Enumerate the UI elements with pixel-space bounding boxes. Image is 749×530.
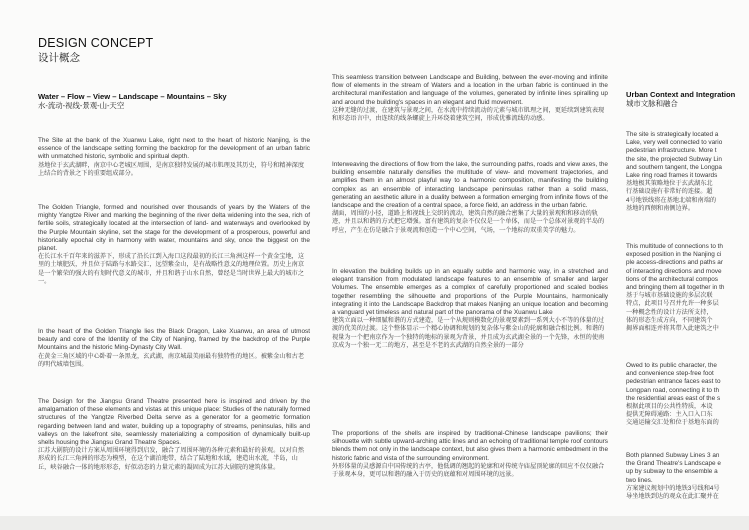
line: Longpan road, connecting it to th	[626, 386, 720, 394]
paragraph-design	[38, 398, 310, 472]
paragraph-zh: 在黄金三角区域的中心卧着一条黑龙，玄武湖，南京城最美丽最有独特性的地区。被紫金山和古老的明代城墙包围。	[38, 352, 305, 368]
line: Lake, very well connected to vario	[626, 139, 723, 147]
paragraph-site-location	[626, 131, 749, 213]
paragraph-en: This seamless transition between Landscape and Building, between the ever-moving and infinite flow of elements in the stream of Waters and a location in the urban fabric is continued in the architectural manifestation and language of the volumes, generated by infinite lines spiralling up and around the building's spaces in an elegant and fluid movement.	[332, 74, 608, 106]
line: and southern tangent, the Longpa	[626, 163, 722, 171]
paragraph-site	[38, 137, 310, 178]
line: the residential areas east of the s	[626, 394, 721, 402]
page-bottom-margin	[0, 516, 749, 530]
paragraph-black-dragon	[38, 328, 310, 369]
paragraph-zh: 江苏大剧院的设计方案从周围环境得到启发，融合了周围环境的各种元素和最好的景观。以对自然形成的长江三角洲的形态为模型，在这个湖泊地带，结合了陆地和水域，建造出水流，半岛，山丘，峡谷融合一体的地形形态，好似动态的力量元素的凝固成为江苏大剧院的建筑体量。	[38, 447, 305, 471]
paragraph-transition	[332, 74, 608, 123]
line: tions of the architectural compos	[626, 275, 718, 283]
paragraph-en: In elevation the building builds up in an equally subtle and harmonic way, in a stretched and elegant transition from modulated landscape features to an ensemble of smaller and larger Volumes. The ensemble emerges as a complex of carefully proportioned and scaled bodies together resembling the silhouette and proportions of the Purple Mountains, harmonically integrating it into the Landscape Backdrop that makes Nanjing an unique location and becoming a vanguard yet timeless and natural part of the panorama of the Xuanwu Lake	[332, 268, 608, 317]
line: pedestrian entrance faces east to	[626, 378, 721, 386]
line: 导坐地铁到达的观众在此汇聚并在	[626, 493, 719, 501]
section-heading	[626, 90, 749, 108]
section-heading	[38, 92, 310, 110]
line: up by subway to the ensemble a	[626, 468, 718, 476]
paragraph-en: The proportions of the shells are inspired by traditional-Chinese landscape pavilions; their silhouette with subtle upward-arching attic lines and an echoing of traditional temple roof contours blends them not only in the landscape context, but also gives them a harmonic embedment in the historic fabric and vista of the surrounding environment.	[332, 430, 608, 462]
paragraph-connections	[626, 243, 749, 333]
paragraph-en: The Design for the Jiangsu Grand Theatre presented here is inspired and driven by the amalgamation of these elements and vistas at this unique place: Studies of the naturally formed structures of the Yangtze Riverbed Delta serve as a generator for a geometric formation regarding between land and water, building up a topography of streams, peninsulas, hills and valleys on the lakefront site, seamlessly materializing a composition of dynamically built-up shells housing the Jiangsu Grand Theatre Spaces.	[38, 398, 310, 447]
section-heading-zh: 城市文脉和融合	[626, 99, 678, 108]
paragraph-golden-triangle	[38, 204, 310, 286]
paragraph-proportions	[332, 430, 608, 479]
paragraph-zh: 外形体量的灵感源自中国传统的古亭，他低调的翘起的轮廓和对传统寺庙屋顶轮廓的回应不仅仅融合于景观本身，更可以和谐的融入于历史的底蕴和对周围环境的远景。	[332, 462, 605, 479]
line: This multitude of connections to th	[626, 243, 723, 250]
line: exposed position in the Nanjing ci	[626, 251, 722, 259]
paragraph-en: Interweaving the directions of flow from the lake, the surrounding paths, roads and view axes, the building ensemble naturally densifies the multitude of view- and movement trajectories, and amplifies them in an almost playful way to a harmonic composition, manifesting the building complex as an ensemble of interacting landscape peninsulas rather than a solid mass, generating an aesthetic allure in a duality between a formation emerging from infinite flows of the landscape and the creation of a central space, a force field, an address in the urban fabric.	[332, 161, 608, 210]
line: 体的形态生成方向，不同建筑个	[626, 316, 713, 324]
line: of interacting directions and move	[626, 267, 722, 275]
line: the Grand Theatre's Landscape e	[626, 460, 721, 468]
line: 基地的西侧和南侧边界。	[626, 204, 695, 212]
line: ple access-directions and paths ar	[626, 259, 723, 267]
paragraph-zh: 湖面，周围的小径，道路上和视线上交织的流动，建筑自然的融合密集了大量的景观和和移动的轨迹，并且以和谐的方式把它增强。富有建筑的复杂不仅仅是一个单体，而是一个总体对景观的半岛的呼应，产生在仿是融合于景观流和创造一个中心空间，气场，一个地标的双重美学的魅力。	[332, 210, 605, 234]
line: 揭界面相连并将其带入此建筑之中	[626, 325, 719, 333]
line: and convenience step-free foot	[626, 370, 714, 378]
paragraph-en: The Golden Triangle, formed and nourished over thousands of years by the Waters of the mighty Yangtze River and marking the beginning of the river delta widening into the sea, rich of fertile soils, strategically located at the intersection of land- and waterways and overlooked by the Purple Mountain skyline, set the stage for the development of a prosperous, powerful and historically epochal city in harmony with water, mountains and sky, once the biggest on the planet.	[38, 204, 310, 253]
page-title: DESIGN CONCEPT	[38, 36, 154, 50]
paragraph-en: In the heart of the Golden Triangle lies the Black Dragon, Lake Xuanwu, an area of utmost beauty and core of the Identity of the City of Nanjing, framed by the backdrop of the Purple Mountains and the historic Ming-Dynasty City Wall.	[38, 328, 310, 352]
line: Owed to its public character, the	[626, 362, 717, 369]
line: Lake ring road frames it towards	[626, 172, 718, 180]
section-heading-zh: 水-流动-视线-景观-山-天空	[38, 101, 125, 110]
paragraph-zh: 基地位于玄武湖畔，南京中心老城区周围，是南京独特发展的城市肌理及其历史，符号和精神深度上结合的背景之下的重要组成部分。	[38, 161, 305, 177]
paragraph-interweaving	[332, 161, 608, 235]
paragraph-zh: 建筑立面以一种细腻和谐的方式建造，是一个从规则模数化的景观要素到一系列大小不等的体量的过渡的优美的过渡。这个整体显示一个精心协调和规划的复杂体与紫金山的轮廓和融合相比例。和谐的 视量为一个把南京作为一个独特的地标的景观为背景，并且成为玄武湖全景的一个先锋，永恒的使南京成为一个独一无二的地方，甚至是不老的玄武湖的自然全景的一部分	[332, 317, 605, 349]
line: 基地极其策略地位于玄武湖东北	[626, 180, 713, 188]
paragraph-subway	[626, 452, 749, 501]
paragraph-en: The Site at the bank of the Xuanwu Lake, right next to the heart of historic Nanjing, is the essence of the landscape setting forming the backdrop for the development of an urban fabric with unmatched historic, symbolic and spiritual depth.	[38, 137, 310, 161]
paragraph-zh: 在长江水千百年来的滋养下，形成了沿长江到入海口这段最初的长江三角洲这样一个黄金宝地，这里的土壤肥沃，并且位于陆路与水路交汇，远望紫金山，是有战略性意义的地理位置。历史上南京是一个繁荣的强大的有划时代意义的城市，并且和谐于山水自然，曾经是当时世界上最大的城市之一。	[38, 253, 305, 285]
line: The site is strategically located a	[626, 131, 719, 138]
line: 方案建议规划中的地铁3号线和4号	[626, 484, 720, 492]
line: 特点，此项目号召并允许一种多层	[626, 300, 719, 308]
line: and bringing them all together in th	[626, 284, 725, 292]
paragraph-zh: 这种无缝的过渡，在建筑与景观之间，在水流中持续流动的元素与城市肌理之间，更延续到建筑表现和形态语言中，由连续的线条螺旋上升环绕着建筑空间，形成优雅流线的动感。	[332, 106, 605, 123]
paragraph-elevation	[332, 268, 608, 350]
line: 行基础设施有非常好的连接。超	[626, 188, 713, 196]
section-heading-en: Water – Flow – View – Landscape – Mountains – Sky	[38, 92, 227, 101]
line: Both planned Subway Lines 3 an	[626, 452, 720, 459]
section-heading-en: Urban Context and Integration	[626, 90, 736, 99]
line: two lines.	[626, 476, 653, 484]
line: 一种概念性的设计方法所支持，	[626, 308, 713, 316]
paragraph-public-character	[626, 362, 749, 428]
line: 4号地铁线将在基地北端和南端的	[626, 196, 717, 204]
page-title-chinese: 设计概念	[38, 52, 80, 64]
line: pedestrian infrastructure. More t	[626, 147, 717, 155]
line: 根据此项目的公共性特质，本设	[626, 403, 713, 411]
line: the site, the projected Subway Lin	[626, 155, 722, 163]
line: 交通运输交汇处和位于基地东面的	[626, 419, 719, 427]
line: 提供无障碍通路：主入口入口东	[626, 411, 713, 419]
line: 基于与城市基础设施的多层次联	[626, 292, 713, 300]
